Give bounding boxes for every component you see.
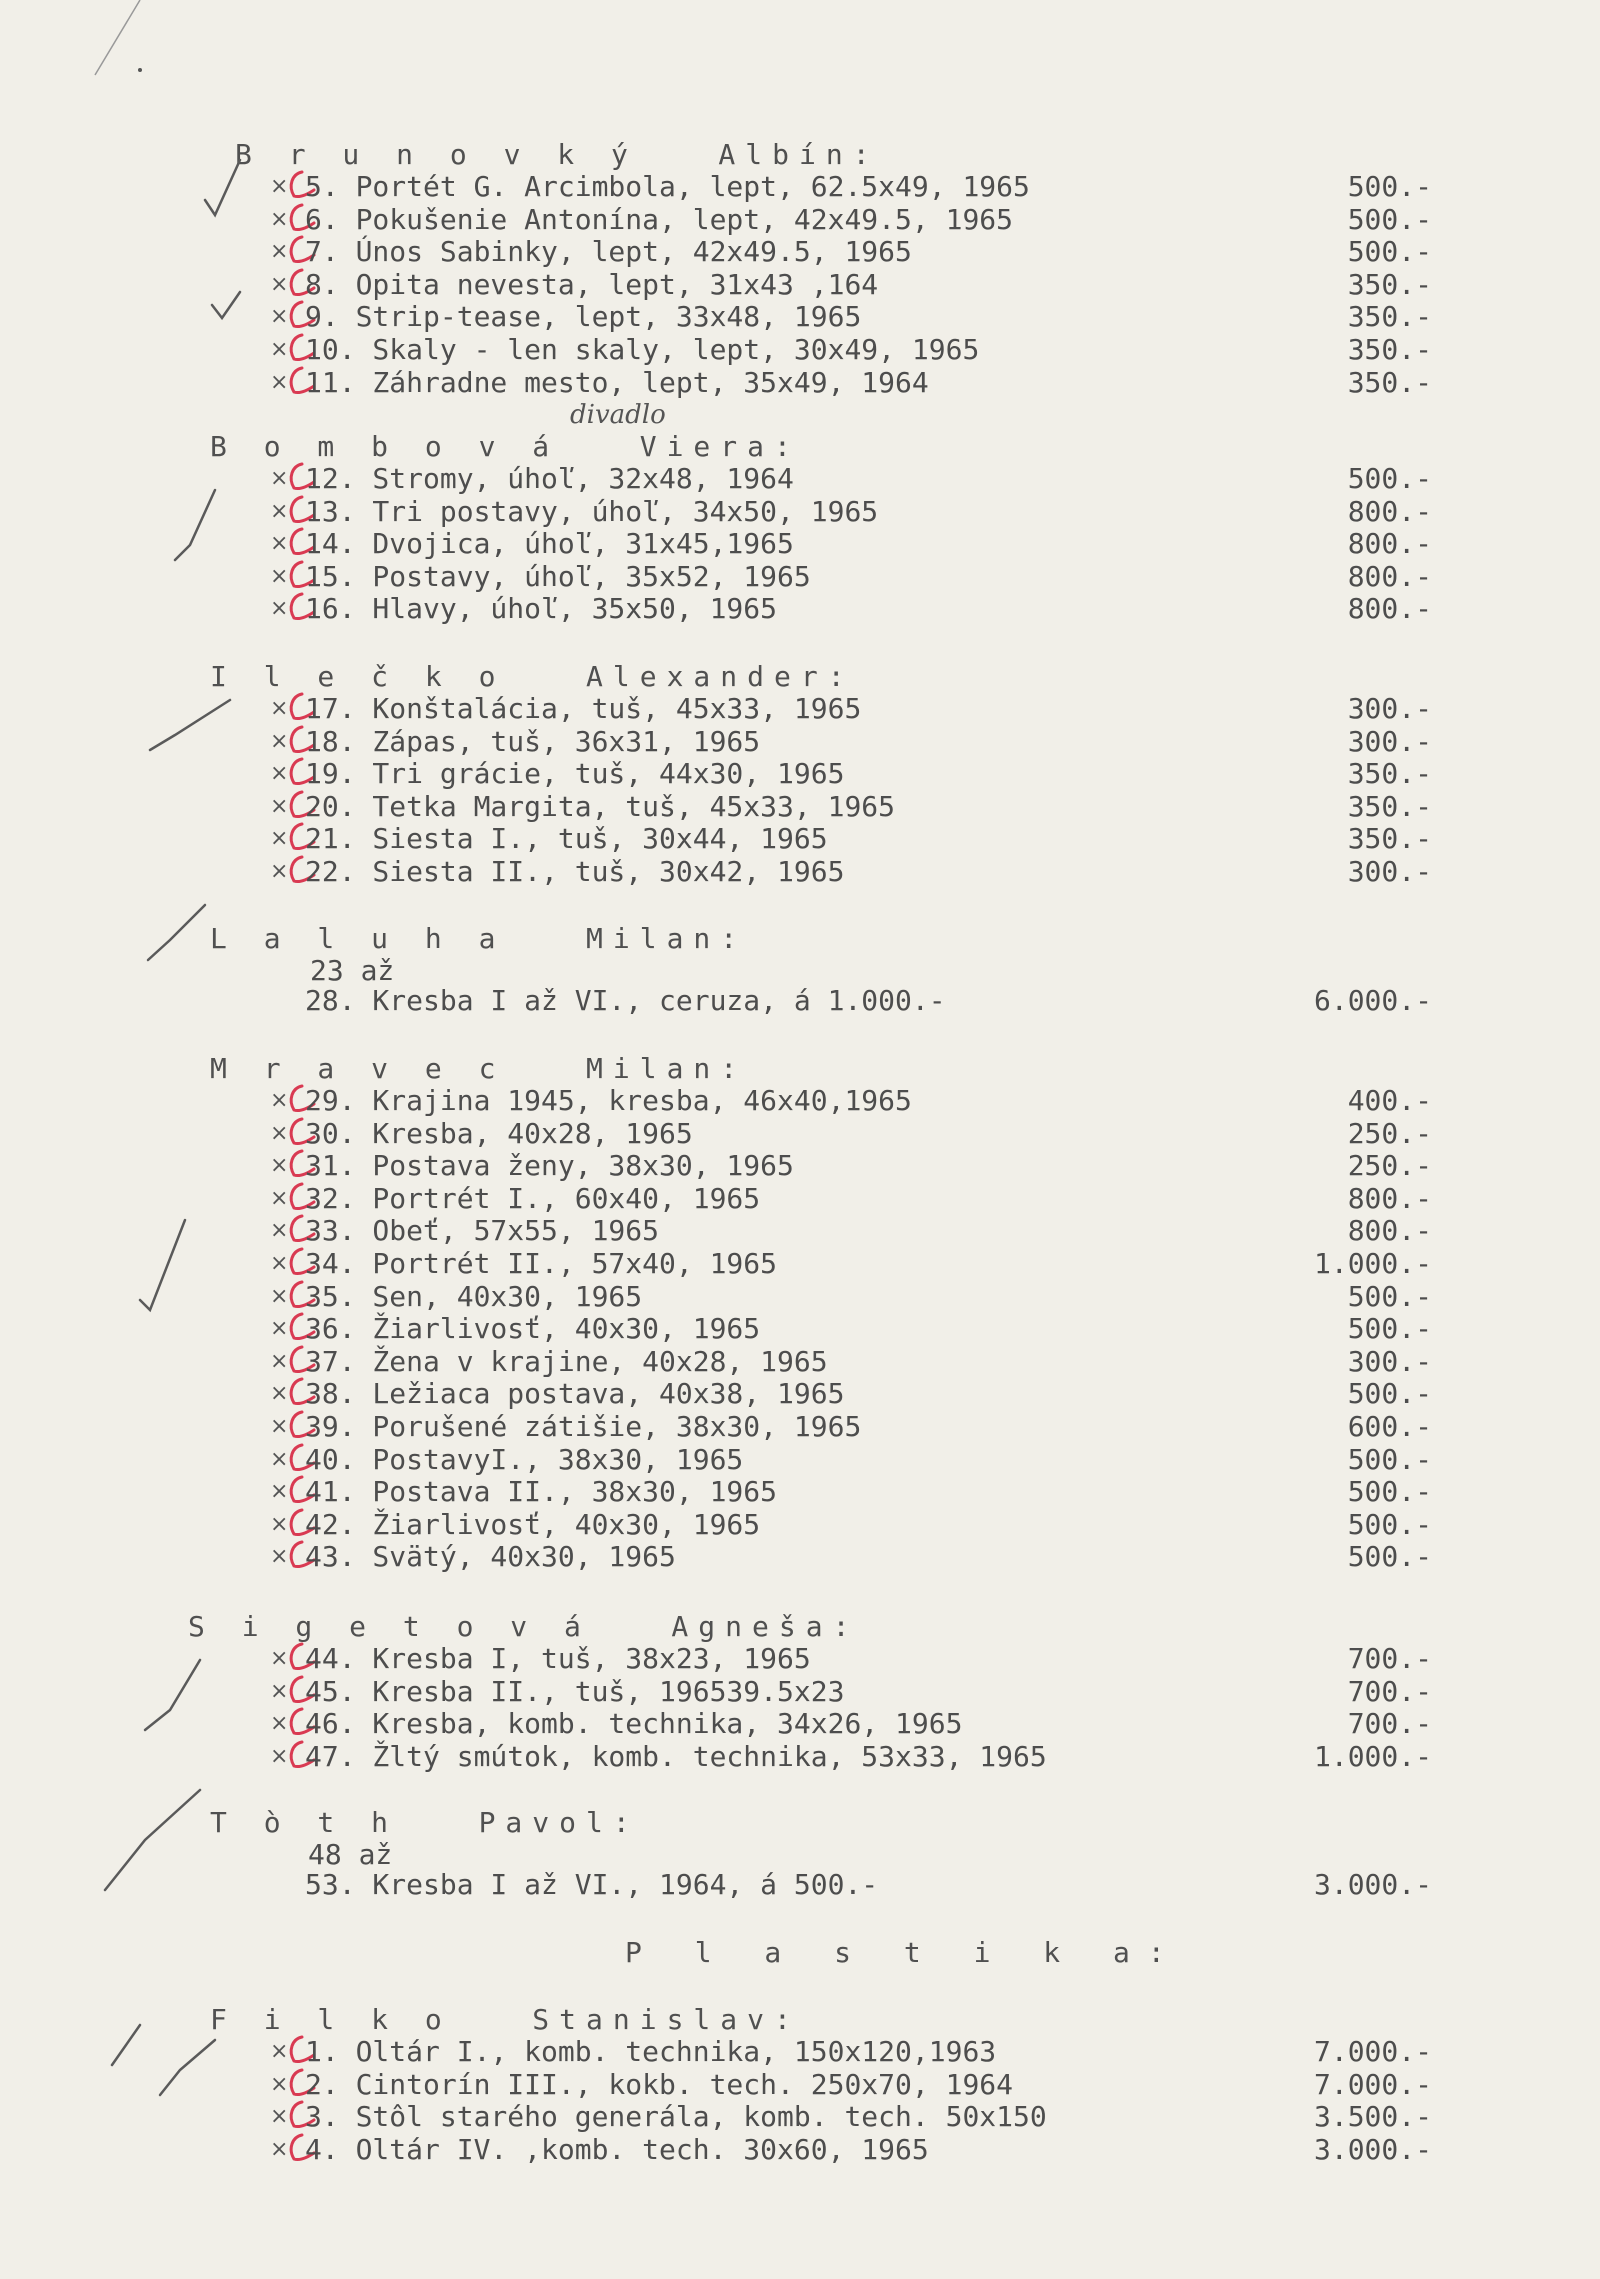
item-text: 38. Ležiaca postava, 40x38, 1965 [305,1377,845,1411]
item-price: 1.000.- [1313,1247,1432,1280]
item-price: 500.- [1347,462,1432,495]
item-price: 700.- [1347,1674,1432,1708]
item-text: 18. Zápas, tuš, 36x31, 1965 [305,724,761,758]
item-text: 30. Kresba, 40x28, 1965 [305,1116,693,1150]
item-price: 500.- [1347,235,1432,269]
item-price: 800.- [1347,527,1432,561]
pencil-x-mark: × [270,174,289,199]
item-price: 350.- [1347,365,1432,399]
item-text: 13. Tri postavy, úhoľ, 34x50, 1965 [305,494,879,528]
item-text: 2. Cintorín III., kokb. tech. 250x70, 1964 [305,2067,1014,2101]
item-price: 500.- [1347,1540,1432,1574]
item-text: 39. Porušené zátišie, 38x30, 1965 [305,1410,862,1443]
artist-name: B o m b o v á Viera: [210,430,801,463]
item-price: 800.- [1347,1214,1432,1248]
item-text: 41. Postava II., 38x30, 1965 [305,1475,778,1509]
item-price: 6.000.- [1313,984,1432,1017]
pencil-x-mark: × [270,696,289,721]
item-price: 250.- [1347,1149,1432,1183]
item-price: 800.- [1347,494,1432,528]
item-price: 300.- [1347,855,1432,888]
pencil-x-mark: × [270,206,289,232]
item-text: 5. Portét G. Arcimbola, lept, 62.5x49, 1965 [305,170,1030,203]
item-price: 3.000.- [1313,2132,1432,2166]
pencil-x-mark: × [270,1120,289,1146]
item-text: 19. Tri grácie, tuš, 44x30, 1965 [305,757,845,791]
item-text: 17. Konštalácia, tuš, 45x33, 1965 [305,692,862,725]
item-text: 14. Dvojica, úhoľ, 31x45,1965 [305,527,794,561]
item-price: 350.- [1347,300,1432,334]
item-text: 9. Strip-tease, lept, 33x48, 1965 [305,300,862,334]
artist-name: I l e č k o Alexander: [210,660,855,693]
item-price: 350.- [1347,822,1432,856]
item-price: 300.- [1347,724,1432,758]
item-price: 500.- [1347,1475,1432,1509]
pencil-x-mark: × [270,793,289,819]
item-text: 1. Oltár I., komb. technika, 150x120,1963 [305,2035,997,2068]
item-price: 300.- [1347,1344,1432,1378]
item-text: 53. Kresba I až VI., 1964, á 500.- [305,1868,879,1901]
artist-name: F i l k o Stanislav: [210,2003,801,2036]
toth-range-start: 48 až [308,1838,393,1871]
item-price: 800.- [1347,1181,1432,1215]
artist-name: B r u n o v k ý Albín: [235,138,880,171]
item-price: 800.- [1347,592,1432,626]
pencil-x-mark: × [270,563,289,589]
item-text: 28. Kresba I až VI., ceruza, á 1.000.- [305,984,946,1017]
pencil-x-mark: × [270,271,289,297]
artist-name: T ò t h Pavol: [210,1806,640,1839]
pencil-x-mark: × [270,1185,289,1211]
pencil-x-mark: × [270,596,289,622]
item-text: 16. Hlavy, úhoľ, 35x50, 1965 [305,592,778,626]
pencil-x-mark: × [270,466,289,491]
item-text: 4. Oltár IV. ,komb. tech. 30x60, 1965 [305,2132,929,2166]
pencil-x-mark: × [270,1511,289,1537]
item-price: 600.- [1347,1410,1432,1443]
pencil-x-mark: × [270,826,289,852]
pencil-x-mark: × [270,1316,289,1342]
pencil-x-mark: × [270,1479,289,1505]
item-price: 500.- [1347,1279,1432,1313]
item-text: 29. Krajina 1945, kresba, 46x40,1965 [305,1084,912,1117]
item-price: 500.- [1347,170,1432,203]
pencil-x-mark: × [270,1678,289,1704]
item-text: 47. Žltý smútok, komb. technika, 53x33, 1965 [305,1739,1047,1773]
item-text: 35. Sen, 40x30, 1965 [305,1279,643,1313]
item-price: 500.- [1347,202,1432,236]
item-price: 800.- [1347,559,1432,593]
pencil-x-mark: × [270,761,289,787]
pencil-x-mark: × [270,1283,289,1309]
item-price: 350.- [1347,757,1432,791]
item-price: 3.000.- [1313,1868,1432,1901]
item-text: 34. Portrét II., 57x40, 1965 [305,1247,778,1280]
pencil-x-mark: × [270,859,289,884]
item-text: 45. Kresba II., tuš, 196539.5x23 [305,1674,845,1708]
pencil-x-mark: × [270,1251,289,1276]
item-text: 22. Siesta II., tuš, 30x42, 1965 [305,855,845,888]
item-price: 500.- [1347,1312,1432,1346]
pencil-x-mark: × [270,1153,289,1179]
pencil-x-mark: × [270,1348,289,1374]
item-text: 6. Pokušenie Antonína, lept, 42x49.5, 1965 [305,202,1014,236]
item-text: 36. Žiarlivosť, 40x30, 1965 [305,1312,761,1346]
pencil-x-mark: × [270,1088,289,1113]
item-price: 500.- [1347,1507,1432,1541]
item-price: 7.000.- [1313,2035,1432,2068]
item-text: 20. Tetka Margita, tuš, 45x33, 1965 [305,789,896,823]
item-text: 33. Obeť, 57x55, 1965 [305,1214,660,1248]
item-price: 250.- [1347,1116,1432,1150]
item-text: 32. Portrét I., 60x40, 1965 [305,1181,761,1215]
pencil-x-mark: × [270,1544,289,1570]
handwritten-note: divadlo [570,400,666,430]
item-text: 42. Žiarlivosť, 40x30, 1965 [305,1507,761,1541]
item-text: 44. Kresba I, tuš, 38x23, 1965 [305,1642,811,1675]
item-price: 7.000.- [1313,2067,1432,2101]
item-text: 21. Siesta I., tuš, 30x44, 1965 [305,822,828,856]
item-text: 11. Záhradne mesto, lept, 35x49, 1964 [305,365,929,399]
item-price: 500.- [1347,1442,1432,1476]
item-price: 1.000.- [1313,1739,1432,1773]
item-price: 350.- [1347,267,1432,301]
item-text: 37. Žena v krajine, 40x28, 1965 [305,1344,828,1378]
pencil-x-mark: × [270,2136,289,2162]
pencil-x-mark: × [270,304,289,330]
item-text: 12. Stromy, úhoľ, 32x48, 1964 [305,462,794,495]
laluha-range-start: 23 až [310,954,395,987]
item-text: 15. Postavy, úhoľ, 35x52, 1965 [305,559,811,593]
pencil-x-mark: × [270,1743,289,1769]
pencil-x-mark: × [270,498,289,524]
item-text: 31. Postava ženy, 38x30, 1965 [305,1149,794,1183]
pencil-x-mark: × [270,337,289,362]
margin-pencil-checks [0,0,400,2279]
item-price: 400.- [1347,1084,1432,1117]
pencil-x-mark: × [270,369,289,395]
pencil-x-mark: × [270,1414,289,1439]
pencil-x-mark: × [270,1446,289,1472]
pencil-x-mark: × [270,1711,289,1737]
pencil-x-mark: × [270,728,289,754]
pencil-x-mark: × [270,1381,289,1407]
item-text: 7. Únos Sabinky, lept, 42x49.5, 1965 [305,235,912,269]
item-text: 40. PostavyI., 38x30, 1965 [305,1442,744,1476]
pencil-x-mark: × [270,531,289,557]
item-text: 8. Opita nevesta, lept, 31x43 ,164 [305,267,879,301]
item-price: 350.- [1347,333,1432,366]
item-text: 10. Skaly - len skaly, lept, 30x49, 1965 [305,333,980,366]
item-price: 700.- [1347,1642,1432,1675]
pencil-x-mark: × [270,239,289,265]
artist-name: S i g e t o v á Agneša: [188,1610,860,1643]
artist-name: M r a v e c Milan: [210,1052,748,1085]
pencil-x-mark: × [270,1646,289,1671]
item-price: 3.500.- [1313,2100,1432,2134]
pencil-x-mark: × [270,2039,289,2064]
pencil-x-mark: × [270,1218,289,1244]
item-price: 500.- [1347,1377,1432,1411]
item-price: 700.- [1347,1707,1432,1741]
item-text: 43. Svätý, 40x30, 1965 [305,1540,676,1574]
plastika-heading: P l a s t i k a: [625,1936,1183,1969]
pencil-x-mark: × [270,2071,289,2097]
pencil-x-mark: × [270,2104,289,2130]
artist-name: L a l u h a Milan: [210,922,748,955]
item-text: 3. Stôl starého generála, komb. tech. 50x150 [305,2100,1047,2134]
item-text: 46. Kresba, komb. technika, 34x26, 1965 [305,1707,963,1741]
item-price: 350.- [1347,789,1432,823]
item-price: 300.- [1347,692,1432,725]
